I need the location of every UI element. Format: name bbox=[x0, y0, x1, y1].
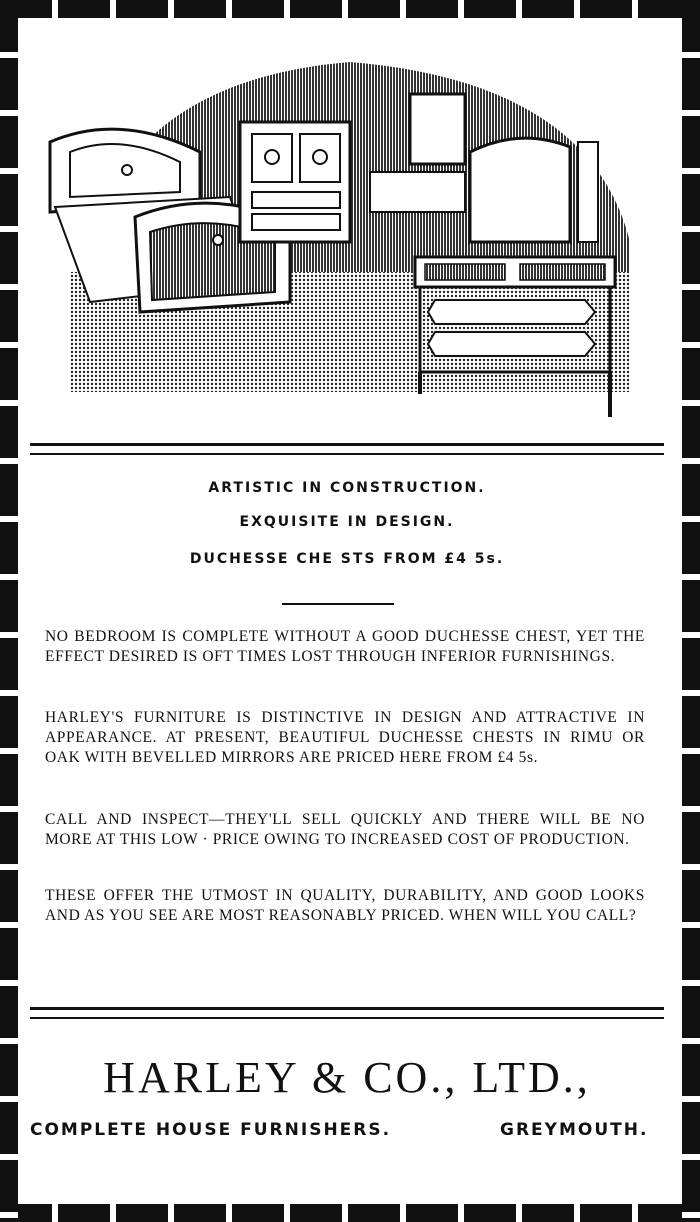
company-name: HARLEY & CO., LTD., bbox=[103, 1053, 591, 1102]
paragraph-2: HARLEY'S FURNITURE IS DISTINCTIVE IN DESIGN AND ATTRACTIVE IN APPEARANCE. AT PRESENT, BEAUTIFUL DUCHESSE CHESTS IN RIMU OR OAK WITH BEVELLED MIRRORS ARE PRICED HERE FROM £4 5s. bbox=[45, 709, 645, 766]
tagline-right: GREYMOUTH. bbox=[500, 1120, 649, 1140]
paragraph-4: THESE OFFER THE UTMOST IN QUALITY, DURABILITY, AND GOOD LOOKS AND AS YOU SEE ARE MOST REASONABLY PRICED. WHEN WILL YOU CALL? bbox=[45, 887, 645, 924]
wardrobe bbox=[240, 122, 350, 242]
short-divider bbox=[282, 603, 394, 605]
decorative-border-left bbox=[0, 0, 18, 1222]
section-rule-top bbox=[30, 443, 664, 455]
section-rule-bottom bbox=[30, 1007, 664, 1019]
headline-1: ARTISTIC IN CONSTRUCTION. bbox=[208, 480, 486, 496]
headline-2: EXQUISITE IN DESIGN. bbox=[239, 514, 455, 530]
tagline-left: COMPLETE HOUSE FURNISHERS. bbox=[30, 1120, 392, 1140]
paragraph-3: CALL AND INSPECT—THEY'LL SELL QUICKLY AND THERE WILL BE NO MORE AT THIS LOW · PRICE OWING TO INCREASED COST OF PRODUCTION. bbox=[45, 811, 645, 848]
headline-3: DUCHESSE CHE STS FROM £4 5s. bbox=[189, 551, 505, 567]
decorative-border-top bbox=[0, 0, 700, 18]
decorative-border-bottom bbox=[0, 1204, 700, 1222]
bedroom-furniture-illustration bbox=[30, 22, 670, 422]
paragraph-1: NO BEDROOM IS COMPLETE WITHOUT A GOOD DUCHESSE CHEST, YET THE EFFECT DESIRED IS OFT TIMES LOST THROUGH INFERIOR FURNISHINGS. bbox=[45, 628, 645, 665]
decorative-border-right bbox=[682, 0, 700, 1222]
